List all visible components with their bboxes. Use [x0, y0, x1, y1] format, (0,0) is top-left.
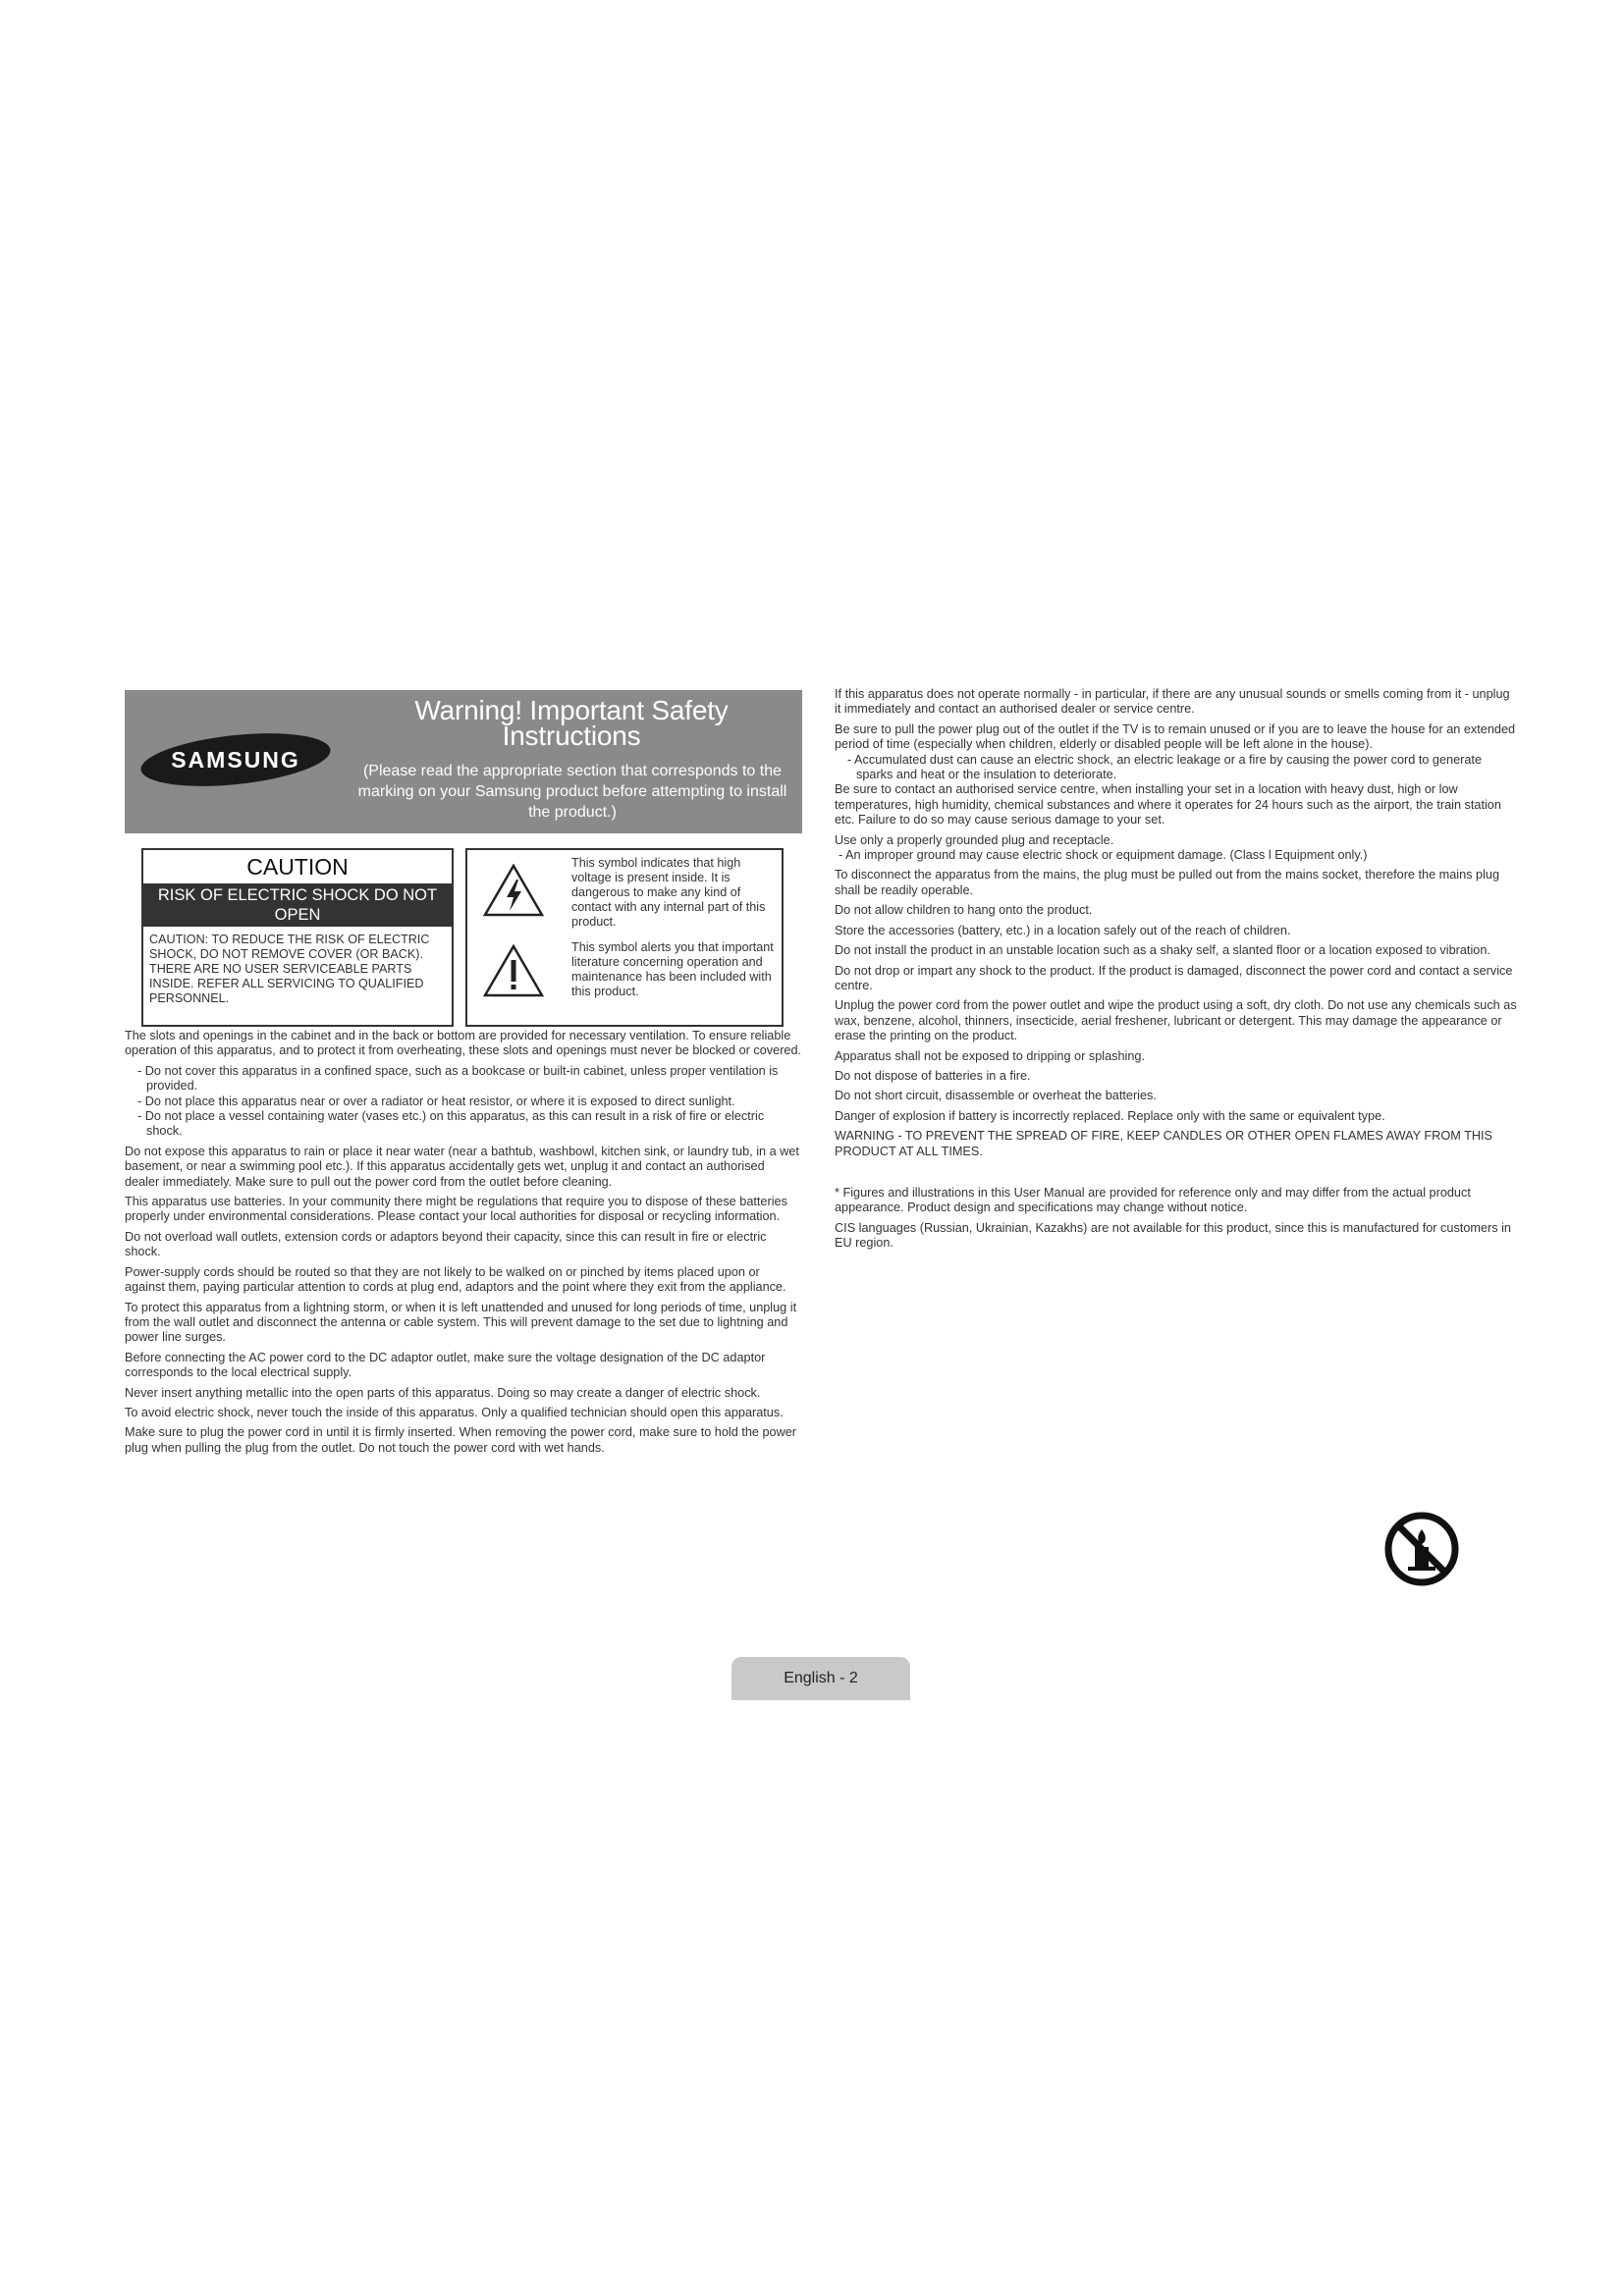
- footnote: * Figures and illustrations in this User Manual are provided for reference only and may differ from the actual product appearance. Product design and specifications may change without notice.: [835, 1185, 1471, 1215]
- paragraph: To avoid electric shock, never touch the inside of this apparatus. Only a qualified technician should open this apparatus.: [125, 1405, 784, 1419]
- paragraph: Never insert anything metallic into the open parts of this apparatus. Doing so may create a danger of electric shock.: [125, 1385, 761, 1400]
- paragraph: Do not dispose of batteries in a fire.: [835, 1068, 1031, 1083]
- paragraph: Make sure to plug the power cord in until it is firmly inserted. When removing the power cord, make sure to hold the power plug when pulling the plug from the outlet. Do not touch the power cord with wet hands.: [125, 1425, 797, 1455]
- caution-box: [141, 848, 454, 1027]
- page-number-label: English - 2: [784, 1670, 858, 1686]
- caution-banner: RISK OF ELECTRIC SHOCK DO NOT OPEN: [143, 883, 452, 927]
- paragraph: Store the accessories (battery, etc.) in a location safely out of the reach of children.: [835, 923, 1291, 937]
- safety-header-banner: [125, 690, 802, 833]
- left-column: [125, 1029, 802, 1461]
- spacer: [835, 1164, 1518, 1186]
- no-open-flame-icon: [1382, 1510, 1461, 1588]
- paragraph: This apparatus use batteries. In your community there might be regulations that require you to dispose of these batteries properly under environmental considerations. Please contact your local authorities for disposal or recycling information.: [125, 1195, 787, 1224]
- lightning-triangle-icon: [483, 864, 544, 917]
- right-column: [835, 687, 1518, 1256]
- paragraph: To protect this apparatus from a lightning storm, or when it is left unattended and unused for long periods of time, unplug it from the wall outlet and disconnect the antenna or cable system. This will prevent damage to the set due to lightning and power line surges.: [125, 1300, 797, 1345]
- paragraph: Before connecting the AC power cord to the DC adaptor outlet, make sure the voltage designation of the DC adaptor corresponds to the local electrical supply.: [125, 1350, 766, 1380]
- paragraph: Be sure to pull the power plug out of the outlet if the TV is to remain unused or if you are to leave the house for an extended period of time (especially when children, elderly or disabled people will be left alone in the house).: [835, 721, 1516, 752]
- paragraph: Danger of explosion if battery is incorrectly replaced. Replace only with the same or equivalent type.: [835, 1108, 1385, 1123]
- brand-name: SAMSUNG: [171, 747, 300, 773]
- paragraph: Do not expose this apparatus to rain or place it near water (near a bathtub, washbowl, kitchen sink, or laundry tub, in a wet basement, or near a swimming pool etc.). If this apparatus accidentally gets wet, unplug it and contact an authorised dealer immediately. Make sure to pull out the power cord from the outlet before cleaning.: [125, 1144, 799, 1189]
- paragraph: Unplug the power cord from the power outlet and wipe the product using a soft, dry cloth. Do not use any chemicals such as wax, benzene, alcohol, thinners, insecticide, aerial freshener, lubricant or detergent. This may damage the appearance or erase the printing on the product.: [835, 998, 1517, 1043]
- footnote: CIS languages (Russian, Ukrainian, Kazakhs) are not available for this product, since this is manufactured for customers in EU region.: [835, 1220, 1511, 1251]
- paragraph: Do not short circuit, disassemble or overheat the batteries.: [835, 1089, 1157, 1103]
- bullet-item: - Do not place this apparatus near or over a radiator or heat resistor, or where it is exposed to direct sunlight.: [137, 1094, 735, 1108]
- warning-paragraph: WARNING - TO PREVENT THE SPREAD OF FIRE, KEEP CANDLES OR OTHER OPEN FLAMES AWAY FROM THIS PRODUCT AT ALL TIMES.: [835, 1129, 1492, 1158]
- bullet-item: - Do not cover this apparatus in a confined space, such as a bookcase or built-in cabinet, unless proper ventilation is provided.: [137, 1063, 779, 1094]
- caution-text: CAUTION: TO REDUCE THE RISK OF ELECTRIC SHOCK, DO NOT REMOVE COVER (OR BACK). THERE ARE NO USER SERVICEABLE PARTS INSIDE. REFER ALL SERVICING TO QUALIFIED PERSONNEL.: [149, 933, 430, 1005]
- paragraph: Do not install the product in an unstable location such as a shaky self, a slanted floor or a location exposed to vibration.: [835, 943, 1490, 958]
- paragraph: Power-supply cords should be routed so that they are not likely to be walked on or pinched by items placed upon or against them, paying particular attention to cords at plug end, adaptors and the point where they exit from the appliance.: [125, 1264, 786, 1295]
- paragraph: Apparatus shall not be exposed to dripping or splashing.: [835, 1048, 1145, 1063]
- paragraph: Be sure to contact an authorised service centre, when installing your set in a location with heavy dust, high or low temperatures, high humidity, chemical substances and where it operates for 24 hours such as the airport, the train station etc. Failure to do so may cause serious damage to your set.: [835, 782, 1501, 828]
- bullet-item: - Accumulated dust can cause an electric shock, an electric leakage or a fire by causing the power cord to generate sparks and heat or the insulation to deteriorate.: [847, 752, 1483, 782]
- alert-symbol-text: This symbol alerts you that important literature concerning operation and maintenance has been included with this product.: [571, 940, 774, 998]
- paragraph: To disconnect the apparatus from the mains, the plug must be pulled out from the mains socket, therefore the mains plug shall be readily operable.: [835, 868, 1500, 897]
- paragraph: Use only a properly grounded plug and receptacle.: [835, 832, 1114, 847]
- paragraph: Do not overload wall outlets, extension cords or adaptors beyond their capacity, since this can result in fire or electric shock.: [125, 1229, 767, 1259]
- paragraph: Do not allow children to hang onto the product.: [835, 903, 1093, 918]
- page-number-tab: [731, 1657, 910, 1700]
- page-title: Warning! Important Safety Instructions: [414, 695, 729, 751]
- bullet-item: - An improper ground may cause electric shock or equipment damage. (Class l Equipment only.): [839, 848, 1368, 863]
- samsung-logo: [138, 733, 333, 786]
- caution-title: CAUTION: [246, 854, 349, 880]
- paragraph: Do not drop or impart any shock to the product. If the product is damaged, disconnect the power cord and contact a service centre.: [835, 963, 1513, 992]
- symbols-box: [465, 848, 784, 1027]
- voltage-symbol-text: This symbol indicates that high voltage is present inside. It is dangerous to make any kind of contact with any internal part of this product.: [571, 856, 766, 929]
- bullet-item: - Do not place a vessel containing water (vases etc.) on this apparatus, as this can result in a risk of fire or electric shock.: [137, 1109, 765, 1139]
- exclamation-triangle-icon: [483, 944, 544, 997]
- page-subtitle: (Please read the appropriate section that corresponds to the marking on your Samsung product before attempting to install the product.): [357, 763, 787, 821]
- paragraph: If this apparatus does not operate normally - in particular, if there are any unusual sounds or smells coming from it - unplug it immediately and contact an authorised dealer or service centre.: [835, 687, 1510, 717]
- paragraph: The slots and openings in the cabinet and in the back or bottom are provided for necessary ventilation. To ensure reliable operation of this apparatus, and to protect it from overheating, these slots and openings must never be blocked or covered.: [125, 1029, 802, 1058]
